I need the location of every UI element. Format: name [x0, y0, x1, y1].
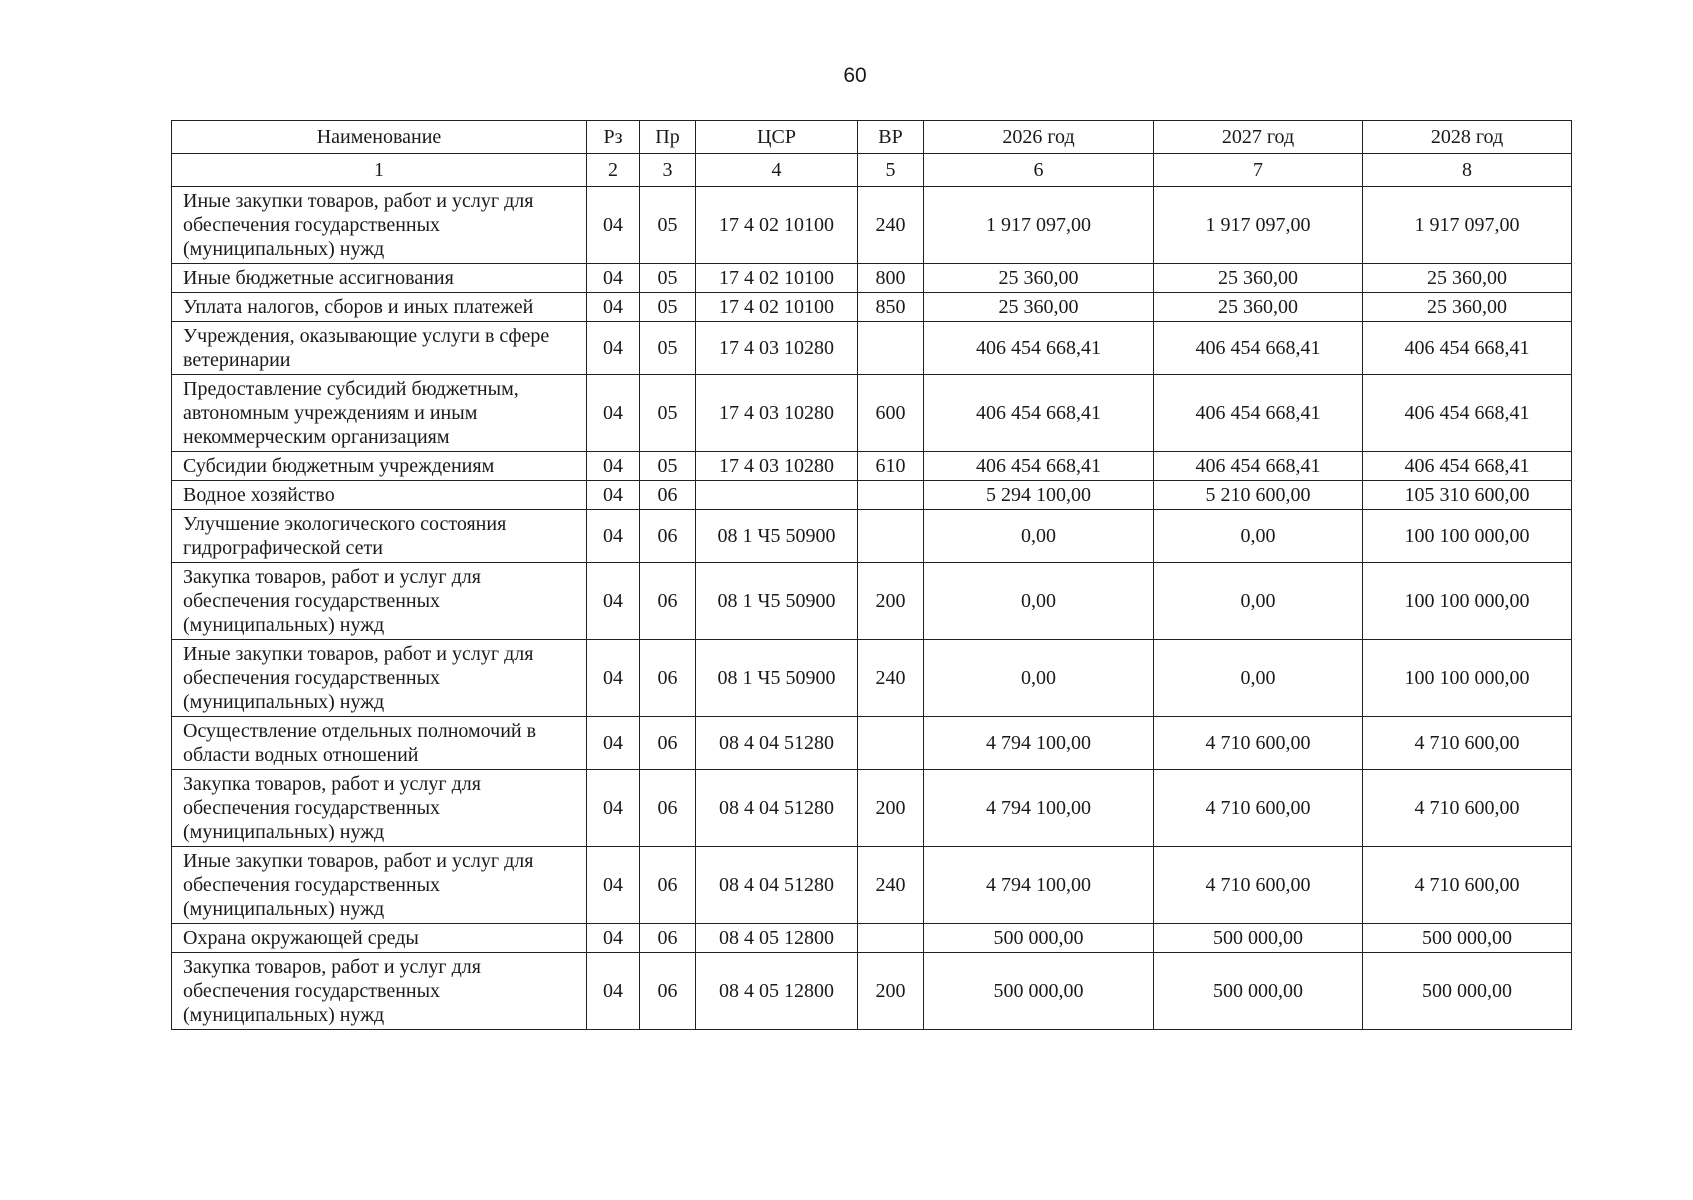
- row-pr: 06: [640, 717, 696, 770]
- header-row: [172, 121, 1572, 154]
- row-2028: 406 454 668,41: [1363, 452, 1572, 481]
- row-2028: 500 000,00: [1363, 924, 1572, 953]
- table-row: [172, 264, 1572, 293]
- row-2027: 406 454 668,41: [1154, 452, 1363, 481]
- table-row: [172, 953, 1572, 1030]
- row-2026: 0,00: [924, 563, 1154, 640]
- row-pr: 05: [640, 264, 696, 293]
- row-2027: 0,00: [1154, 640, 1363, 717]
- row-2028: 4 710 600,00: [1363, 770, 1572, 847]
- row-name: Водное хозяйство: [172, 481, 587, 510]
- column-number: 5: [858, 154, 924, 187]
- table-row: [172, 322, 1572, 375]
- row-rz: 04: [587, 481, 640, 510]
- row-vr: 240: [858, 847, 924, 924]
- row-rz: 04: [587, 640, 640, 717]
- row-vr: 200: [858, 953, 924, 1030]
- row-2028: 4 710 600,00: [1363, 847, 1572, 924]
- row-csr: 08 4 04 51280: [696, 717, 858, 770]
- column-number-row: [172, 154, 1572, 187]
- row-csr: [696, 481, 858, 510]
- row-2028: 1 917 097,00: [1363, 187, 1572, 264]
- row-2026: 4 794 100,00: [924, 717, 1154, 770]
- row-2028: 406 454 668,41: [1363, 375, 1572, 452]
- row-pr: 06: [640, 924, 696, 953]
- row-vr: [858, 717, 924, 770]
- row-name: Улучшение экологического состояния гидрографической сети: [172, 510, 587, 563]
- row-name: Закупка товаров, работ и услуг для обеспечения государственных (муниципальных) нужд: [172, 953, 587, 1030]
- row-2026: 500 000,00: [924, 924, 1154, 953]
- row-csr: 17 4 03 10280: [696, 452, 858, 481]
- row-vr: 850: [858, 293, 924, 322]
- row-2026: 0,00: [924, 640, 1154, 717]
- table-body: [172, 187, 1572, 1030]
- row-2028: 100 100 000,00: [1363, 510, 1572, 563]
- row-rz: 04: [587, 847, 640, 924]
- row-pr: 06: [640, 953, 696, 1030]
- row-rz: 04: [587, 770, 640, 847]
- row-csr: 08 4 04 51280: [696, 847, 858, 924]
- table-row: [172, 563, 1572, 640]
- header-2026: 2026 год: [924, 121, 1154, 154]
- row-2026: 25 360,00: [924, 264, 1154, 293]
- row-vr: 200: [858, 563, 924, 640]
- budget-table: [171, 120, 1572, 1030]
- row-csr: 17 4 02 10100: [696, 293, 858, 322]
- row-rz: 04: [587, 924, 640, 953]
- row-2027: 25 360,00: [1154, 293, 1363, 322]
- row-2026: 500 000,00: [924, 953, 1154, 1030]
- row-name: Иные бюджетные ассигнования: [172, 264, 587, 293]
- table-row: [172, 187, 1572, 264]
- row-vr: 200: [858, 770, 924, 847]
- row-2026: 0,00: [924, 510, 1154, 563]
- table-row: [172, 452, 1572, 481]
- row-csr: 17 4 02 10100: [696, 187, 858, 264]
- row-csr: 08 4 04 51280: [696, 770, 858, 847]
- column-number: 1: [172, 154, 587, 187]
- row-rz: 04: [587, 510, 640, 563]
- row-2026: 1 917 097,00: [924, 187, 1154, 264]
- row-rz: 04: [587, 187, 640, 264]
- row-csr: 17 4 03 10280: [696, 375, 858, 452]
- row-vr: [858, 481, 924, 510]
- row-name: Осуществление отдельных полномочий в области водных отношений: [172, 717, 587, 770]
- header-name: Наименование: [172, 121, 587, 154]
- row-vr: 600: [858, 375, 924, 452]
- row-pr: 05: [640, 375, 696, 452]
- row-name: Иные закупки товаров, работ и услуг для обеспечения государственных (муниципальных) нужд: [172, 640, 587, 717]
- row-2027: 0,00: [1154, 510, 1363, 563]
- row-name: Иные закупки товаров, работ и услуг для обеспечения государственных (муниципальных) нужд: [172, 187, 587, 264]
- row-rz: 04: [587, 953, 640, 1030]
- row-2028: 4 710 600,00: [1363, 717, 1572, 770]
- row-2026: 25 360,00: [924, 293, 1154, 322]
- row-vr: [858, 510, 924, 563]
- row-name: Учреждения, оказывающие услуги в сфере ветеринарии: [172, 322, 587, 375]
- row-csr: 08 1 Ч5 50900: [696, 563, 858, 640]
- row-rz: 04: [587, 293, 640, 322]
- row-csr: 17 4 03 10280: [696, 322, 858, 375]
- row-pr: 05: [640, 187, 696, 264]
- row-vr: 610: [858, 452, 924, 481]
- row-csr: 08 4 05 12800: [696, 924, 858, 953]
- table-row: [172, 375, 1572, 452]
- row-pr: 06: [640, 481, 696, 510]
- column-number: 3: [640, 154, 696, 187]
- header-vr: ВР: [858, 121, 924, 154]
- row-2028: 25 360,00: [1363, 293, 1572, 322]
- row-2026: 4 794 100,00: [924, 770, 1154, 847]
- row-name: Иные закупки товаров, работ и услуг для обеспечения государственных (муниципальных) нужд: [172, 847, 587, 924]
- row-2028: 25 360,00: [1363, 264, 1572, 293]
- row-pr: 06: [640, 770, 696, 847]
- table-row: [172, 847, 1572, 924]
- row-2027: 406 454 668,41: [1154, 322, 1363, 375]
- row-name: Охрана окружающей среды: [172, 924, 587, 953]
- row-csr: 08 4 05 12800: [696, 953, 858, 1030]
- row-2028: 105 310 600,00: [1363, 481, 1572, 510]
- row-pr: 05: [640, 293, 696, 322]
- row-2027: 25 360,00: [1154, 264, 1363, 293]
- column-number: 4: [696, 154, 858, 187]
- row-rz: 04: [587, 375, 640, 452]
- header-rz: Рз: [587, 121, 640, 154]
- row-vr: [858, 924, 924, 953]
- row-rz: 04: [587, 322, 640, 375]
- row-rz: 04: [587, 563, 640, 640]
- column-number: 7: [1154, 154, 1363, 187]
- row-name: Уплата налогов, сборов и иных платежей: [172, 293, 587, 322]
- row-2027: 5 210 600,00: [1154, 481, 1363, 510]
- row-2026: 406 454 668,41: [924, 452, 1154, 481]
- row-name: Закупка товаров, работ и услуг для обеспечения государственных (муниципальных) нужд: [172, 770, 587, 847]
- row-2026: 4 794 100,00: [924, 847, 1154, 924]
- row-2027: 4 710 600,00: [1154, 717, 1363, 770]
- row-2027: 406 454 668,41: [1154, 375, 1363, 452]
- row-vr: 240: [858, 640, 924, 717]
- row-2027: 500 000,00: [1154, 924, 1363, 953]
- row-rz: 04: [587, 452, 640, 481]
- row-2027: 500 000,00: [1154, 953, 1363, 1030]
- column-number: 2: [587, 154, 640, 187]
- header-2027: 2027 год: [1154, 121, 1363, 154]
- header-2028: 2028 год: [1363, 121, 1572, 154]
- row-2026: 5 294 100,00: [924, 481, 1154, 510]
- row-rz: 04: [587, 717, 640, 770]
- row-vr: 800: [858, 264, 924, 293]
- column-number: 6: [924, 154, 1154, 187]
- table-row: [172, 510, 1572, 563]
- row-pr: 06: [640, 563, 696, 640]
- row-pr: 06: [640, 640, 696, 717]
- table-row: [172, 770, 1572, 847]
- row-2027: 0,00: [1154, 563, 1363, 640]
- row-csr: 17 4 02 10100: [696, 264, 858, 293]
- header-pr: Пр: [640, 121, 696, 154]
- row-2026: 406 454 668,41: [924, 375, 1154, 452]
- row-2028: 100 100 000,00: [1363, 640, 1572, 717]
- page-number: 60: [843, 64, 867, 87]
- row-pr: 06: [640, 510, 696, 563]
- table-row: [172, 640, 1572, 717]
- row-name: Предоставление субсидий бюджетным, автономным учреждениям и иным некоммерческим организациям: [172, 375, 587, 452]
- row-2027: 4 710 600,00: [1154, 847, 1363, 924]
- table-row: [172, 293, 1572, 322]
- row-2026: 406 454 668,41: [924, 322, 1154, 375]
- row-2028: 406 454 668,41: [1363, 322, 1572, 375]
- table-row: [172, 717, 1572, 770]
- row-rz: 04: [587, 264, 640, 293]
- table-row: [172, 481, 1572, 510]
- header-csr: ЦСР: [696, 121, 858, 154]
- table-row: [172, 924, 1572, 953]
- row-2028: 500 000,00: [1363, 953, 1572, 1030]
- row-csr: 08 1 Ч5 50900: [696, 510, 858, 563]
- row-2027: 4 710 600,00: [1154, 770, 1363, 847]
- row-pr: 05: [640, 452, 696, 481]
- row-csr: 08 1 Ч5 50900: [696, 640, 858, 717]
- row-vr: 240: [858, 187, 924, 264]
- row-2028: 100 100 000,00: [1363, 563, 1572, 640]
- row-pr: 05: [640, 322, 696, 375]
- row-name: Закупка товаров, работ и услуг для обеспечения государственных (муниципальных) нужд: [172, 563, 587, 640]
- row-pr: 06: [640, 847, 696, 924]
- row-vr: [858, 322, 924, 375]
- column-number: 8: [1363, 154, 1572, 187]
- row-2027: 1 917 097,00: [1154, 187, 1363, 264]
- row-name: Субсидии бюджетным учреждениям: [172, 452, 587, 481]
